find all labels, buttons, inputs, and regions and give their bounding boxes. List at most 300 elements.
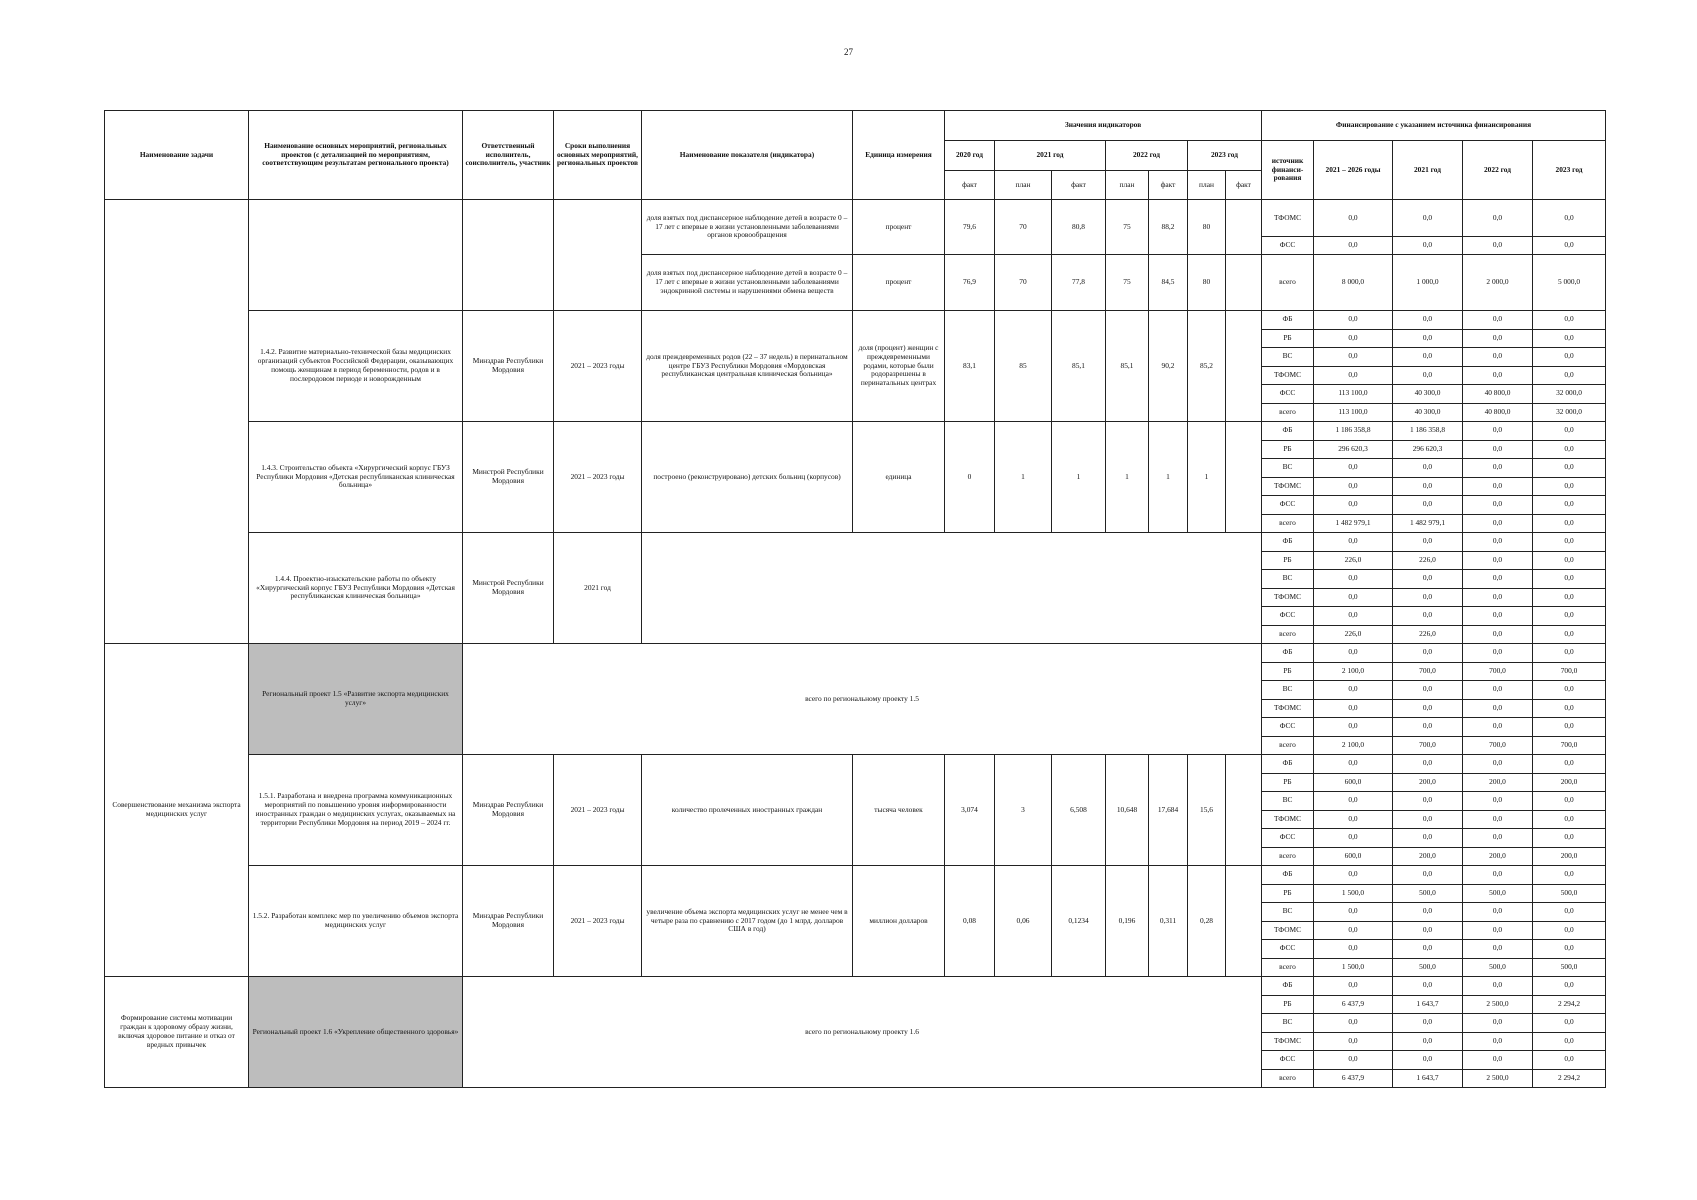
value-2020-fact: 0,08 — [945, 866, 995, 977]
header-financing: Финансирование с указанием источника финансирования — [1262, 111, 1606, 141]
fin-total: 0,0 — [1314, 829, 1393, 848]
fin-total: 0,0 — [1314, 496, 1393, 515]
fin-total: 0,0 — [1314, 533, 1393, 552]
value-2022-plan: 85,1 — [1106, 311, 1149, 422]
term: 2021 – 2023 годы — [554, 311, 642, 422]
header-fin-total: 2021 – 2026 годы — [1314, 141, 1393, 200]
value-2023-fact — [1226, 311, 1262, 422]
fin-source: ФСС — [1262, 1051, 1314, 1070]
fin-2021: 500,0 — [1393, 958, 1463, 977]
regional-project-total: всего по региональному проекту 1.6 — [463, 977, 1262, 1088]
fin-total: 1 186 358,8 — [1314, 422, 1393, 441]
fin-source: РБ — [1262, 662, 1314, 681]
fin-2022: 0,0 — [1463, 422, 1533, 441]
value-2021-plan: 1 — [995, 422, 1052, 533]
header-task: Наименование задачи — [105, 111, 249, 200]
fin-total: 296 620,3 — [1314, 440, 1393, 459]
fin-total: 600,0 — [1314, 773, 1393, 792]
fin-2022: 0,0 — [1463, 237, 1533, 255]
value-2021-fact: 77,8 — [1052, 255, 1106, 311]
fin-2021: 0,0 — [1393, 903, 1463, 922]
value-2020-fact: 76,9 — [945, 255, 995, 311]
fin-source: всего — [1262, 958, 1314, 977]
value-2023-plan: 80 — [1188, 200, 1226, 255]
fin-2021: 700,0 — [1393, 736, 1463, 755]
fin-total: 0,0 — [1314, 903, 1393, 922]
fin-2023: 0,0 — [1533, 718, 1606, 737]
header-year-2023: 2023 год — [1188, 141, 1262, 171]
regional-project-total: всего по региональному проекту 1.5 — [463, 644, 1262, 755]
header-measures: Наименование основных мероприятий, региональных проектов (с детализацией по мероприятиям, соответствующим результатам регионального проекта) — [249, 111, 463, 200]
fin-2022: 0,0 — [1463, 1051, 1533, 1070]
fin-source: ФБ — [1262, 644, 1314, 663]
fin-2022: 0,0 — [1463, 718, 1533, 737]
fin-source: ВС — [1262, 348, 1314, 367]
fin-2022: 0,0 — [1463, 810, 1533, 829]
fin-2023: 0,0 — [1533, 755, 1606, 774]
fin-2023: 0,0 — [1533, 625, 1606, 644]
fin-2023: 200,0 — [1533, 847, 1606, 866]
fin-2021: 0,0 — [1393, 496, 1463, 515]
fin-2021: 700,0 — [1393, 662, 1463, 681]
fin-2023: 0,0 — [1533, 237, 1606, 255]
fin-total: 1 500,0 — [1314, 884, 1393, 903]
table-row — [105, 533, 1606, 552]
fin-2023: 0,0 — [1533, 366, 1606, 385]
value-2022-plan: 10,648 — [1106, 755, 1149, 866]
fin-2023: 0,0 — [1533, 977, 1606, 996]
fin-2022: 0,0 — [1463, 533, 1533, 552]
fin-2023: 0,0 — [1533, 810, 1606, 829]
unit: процент — [853, 200, 945, 255]
header-indicator: Наименование показателя (индикатора) — [642, 111, 853, 200]
fin-2022: 700,0 — [1463, 736, 1533, 755]
header-year-2021: 2021 год — [995, 141, 1106, 171]
fin-2021: 0,0 — [1393, 810, 1463, 829]
unit: тысяча человек — [853, 755, 945, 866]
value-2022-fact: 88,2 — [1149, 200, 1188, 255]
indicator-name: доля преждевременных родов (22 – 37 недель) в перинатальном центре ГБУЗ Республики Мордовия «Мордовская республиканская центральная клиническая больница» — [642, 311, 853, 422]
value-2020-fact: 79,6 — [945, 200, 995, 255]
fin-total: 0,0 — [1314, 699, 1393, 718]
fin-2021: 0,0 — [1393, 699, 1463, 718]
fin-total: 6 437,9 — [1314, 995, 1393, 1014]
fin-total: 0,0 — [1314, 681, 1393, 700]
value-2023-fact — [1226, 200, 1262, 255]
fin-2023: 0,0 — [1533, 1032, 1606, 1051]
fin-source: РБ — [1262, 329, 1314, 348]
header-plan: план — [995, 171, 1052, 200]
fin-2023: 0,0 — [1533, 588, 1606, 607]
fin-2021: 0,0 — [1393, 477, 1463, 496]
fin-total: 0,0 — [1314, 348, 1393, 367]
value-2020-fact: 83,1 — [945, 311, 995, 422]
fin-2023: 0,0 — [1533, 699, 1606, 718]
fin-2021: 1 482 979,1 — [1393, 514, 1463, 533]
unit: доля (процент) женщин с преждевременными родами, которые были родоразрешены в перинатальных центрах — [853, 311, 945, 422]
unit: единица — [853, 422, 945, 533]
fin-source: ВС — [1262, 792, 1314, 811]
value-2023-fact — [1226, 755, 1262, 866]
fin-2021: 1 643,7 — [1393, 995, 1463, 1014]
fin-2023: 0,0 — [1533, 477, 1606, 496]
fin-2023: 0,0 — [1533, 829, 1606, 848]
fin-2021: 0,0 — [1393, 1032, 1463, 1051]
fin-source: РБ — [1262, 440, 1314, 459]
value-2021-plan: 85 — [995, 311, 1052, 422]
value-2023-plan: 15,6 — [1188, 755, 1226, 866]
header-fact: факт — [1052, 171, 1106, 200]
fin-2022: 0,0 — [1463, 459, 1533, 478]
header-fin-2023: 2023 год — [1533, 141, 1606, 200]
indicator-name: количество пролеченных иностранных граждан — [642, 755, 853, 866]
value-2021-plan: 0,06 — [995, 866, 1052, 977]
fin-2023: 0,0 — [1533, 1051, 1606, 1070]
fin-2022: 0,0 — [1463, 699, 1533, 718]
fin-source: ФСС — [1262, 237, 1314, 255]
fin-source: ФБ — [1262, 866, 1314, 885]
fin-2022: 0,0 — [1463, 1032, 1533, 1051]
fin-source: всего — [1262, 403, 1314, 422]
fin-2021: 0,0 — [1393, 1051, 1463, 1070]
header-values: Значения индикаторов — [945, 111, 1262, 141]
fin-2021: 0,0 — [1393, 921, 1463, 940]
value-2021-fact: 85,1 — [1052, 311, 1106, 422]
fin-2022: 0,0 — [1463, 514, 1533, 533]
value-2022-plan: 1 — [1106, 422, 1149, 533]
table-row — [105, 755, 1606, 774]
fin-2022: 0,0 — [1463, 921, 1533, 940]
fin-2022: 0,0 — [1463, 440, 1533, 459]
header-fin-2021: 2021 год — [1393, 141, 1463, 200]
fin-2021: 0,0 — [1393, 348, 1463, 367]
value-2021-plan: 70 — [995, 255, 1052, 311]
fin-total: 0,0 — [1314, 921, 1393, 940]
fin-2023: 0,0 — [1533, 459, 1606, 478]
fin-source: ВС — [1262, 1014, 1314, 1033]
measure-name: 1.5.2. Разработан комплекс мер по увеличению объемов экспорта медицинских услуг — [249, 866, 463, 977]
fin-2022: 500,0 — [1463, 958, 1533, 977]
header-fact: факт — [945, 171, 995, 200]
fin-source: ФСС — [1262, 829, 1314, 848]
executor: Минстрой Республики Мордовия — [463, 422, 554, 533]
header-executor: Ответственный исполнитель, соисполнитель, участник — [463, 111, 554, 200]
fin-2022: 0,0 — [1463, 940, 1533, 959]
value-2020-fact: 3,074 — [945, 755, 995, 866]
fin-source: ФБ — [1262, 422, 1314, 441]
fin-total: 1 482 979,1 — [1314, 514, 1393, 533]
table-row — [105, 200, 1606, 237]
fin-source: ФСС — [1262, 607, 1314, 626]
fin-source: всего — [1262, 514, 1314, 533]
fin-2022: 0,0 — [1463, 681, 1533, 700]
fin-2021: 0,0 — [1393, 607, 1463, 626]
value-2021-fact: 6,508 — [1052, 755, 1106, 866]
header-fact: факт — [1149, 171, 1188, 200]
fin-total: 0,0 — [1314, 940, 1393, 959]
fin-2022: 0,0 — [1463, 311, 1533, 330]
fin-source: ФСС — [1262, 385, 1314, 404]
fin-total: 0,0 — [1314, 810, 1393, 829]
fin-2023: 0,0 — [1533, 551, 1606, 570]
value-2023-plan: 85,2 — [1188, 311, 1226, 422]
fin-source: всего — [1262, 1069, 1314, 1088]
page-number: 27 — [844, 47, 853, 57]
term: 2021 год — [554, 533, 642, 644]
fin-2021: 0,0 — [1393, 366, 1463, 385]
fin-2021: 0,0 — [1393, 311, 1463, 330]
fin-2021: 0,0 — [1393, 459, 1463, 478]
value-2023-plan: 0,28 — [1188, 866, 1226, 977]
fin-2021: 0,0 — [1393, 570, 1463, 589]
header-year-2022: 2022 год — [1106, 141, 1188, 171]
fin-source: всего — [1262, 736, 1314, 755]
fin-2022: 0,0 — [1463, 1014, 1533, 1033]
indicator-name: построено (реконструировано) детских больниц (корпусов) — [642, 422, 853, 533]
fin-2022: 0,0 — [1463, 755, 1533, 774]
fin-source: ТФОМС — [1262, 1032, 1314, 1051]
fin-source: ТФОМС — [1262, 699, 1314, 718]
fin-total: 0,0 — [1314, 1032, 1393, 1051]
value-2021-fact: 0,1234 — [1052, 866, 1106, 977]
fin-2022: 0,0 — [1463, 477, 1533, 496]
fin-source: РБ — [1262, 551, 1314, 570]
value-2023-fact — [1226, 255, 1262, 311]
fin-total: 0,0 — [1314, 200, 1393, 237]
fin-total: 0,0 — [1314, 718, 1393, 737]
unit: миллион долларов — [853, 866, 945, 977]
fin-2023: 0,0 — [1533, 311, 1606, 330]
fin-2022: 2 500,0 — [1463, 995, 1533, 1014]
fin-2022: 0,0 — [1463, 829, 1533, 848]
fin-total: 0,0 — [1314, 866, 1393, 885]
fin-source: ВС — [1262, 570, 1314, 589]
fin-2023: 0,0 — [1533, 496, 1606, 515]
fin-2021: 0,0 — [1393, 977, 1463, 996]
fin-source: ТФОМС — [1262, 810, 1314, 829]
measure-name: 1.5.1. Разработана и внедрена программа коммуникационных мероприятий по повышению уровня информированности иностранных граждан о медицинских услугах, оказываемых на территории Республики Мордовия на период 2019 – 2024 гг. — [249, 755, 463, 866]
table-row — [105, 311, 1606, 330]
fin-total: 226,0 — [1314, 625, 1393, 644]
measure-name: 1.4.2. Развитие материально-технической базы медицинских организаций субъектов Российской Федерации, оказывающих помощь женщинам в период беременности, родов и в послеродовом периоде и новорожденным — [249, 311, 463, 422]
fin-total: 8 000,0 — [1314, 255, 1393, 311]
fin-2021: 200,0 — [1393, 773, 1463, 792]
fin-2022: 700,0 — [1463, 662, 1533, 681]
table-row — [105, 422, 1606, 441]
fin-2022: 0,0 — [1463, 200, 1533, 237]
task-name: Формирование системы мотивации граждан к здоровому образу жизни, включая здоровое питание и отказ от вредных привычек — [105, 977, 249, 1088]
fin-source: ФСС — [1262, 940, 1314, 959]
fin-2023: 0,0 — [1533, 644, 1606, 663]
fin-2021: 226,0 — [1393, 625, 1463, 644]
fin-source: всего — [1262, 255, 1314, 311]
fin-total: 600,0 — [1314, 847, 1393, 866]
value-2022-fact: 17,684 — [1149, 755, 1188, 866]
fin-2022: 200,0 — [1463, 847, 1533, 866]
fin-total: 0,0 — [1314, 607, 1393, 626]
task-name: Совершенствование механизма экспорта медицинских услуг — [105, 644, 249, 977]
value-2021-fact: 1 — [1052, 422, 1106, 533]
fin-2023: 2 294,2 — [1533, 995, 1606, 1014]
fin-2022: 2 500,0 — [1463, 1069, 1533, 1088]
table-row — [105, 644, 1606, 663]
fin-total: 113 100,0 — [1314, 385, 1393, 404]
fin-2022: 40 800,0 — [1463, 385, 1533, 404]
regional-project-name: Региональный проект 1.6 «Укрепление общественного здоровья» — [249, 977, 463, 1088]
measure-name: 1.4.3. Строительство объекта «Хирургический корпус ГБУЗ Республики Мордовия «Детская республиканская клиническая больница» — [249, 422, 463, 533]
fin-source: ВС — [1262, 681, 1314, 700]
header-plan: план — [1106, 171, 1149, 200]
value-2021-plan: 70 — [995, 200, 1052, 255]
fin-2022: 0,0 — [1463, 348, 1533, 367]
fin-2021: 0,0 — [1393, 792, 1463, 811]
fin-2023: 700,0 — [1533, 736, 1606, 755]
fin-2022: 0,0 — [1463, 903, 1533, 922]
fin-total: 0,0 — [1314, 311, 1393, 330]
fin-total: 113 100,0 — [1314, 403, 1393, 422]
fin-source: ТФОМС — [1262, 477, 1314, 496]
fin-total: 1 500,0 — [1314, 958, 1393, 977]
executor: Минздрав Республики Мордовия — [463, 755, 554, 866]
header-year-2020: 2020 год — [945, 141, 995, 171]
value-2023-fact — [1226, 866, 1262, 977]
term: 2021 – 2023 годы — [554, 866, 642, 977]
fin-total: 6 437,9 — [1314, 1069, 1393, 1088]
indicator-name: доля взятых под диспансерное наблюдение детей в возрасте 0 – 17 лет с впервые в жизни установленными заболеваниями эндокринной системы и нарушениями обмена веществ — [642, 255, 853, 311]
value-2020-fact: 0 — [945, 422, 995, 533]
value-2021-plan: 3 — [995, 755, 1052, 866]
value-2022-plan: 75 — [1106, 200, 1149, 255]
unit: процент — [853, 255, 945, 311]
fin-2023: 2 294,2 — [1533, 1069, 1606, 1088]
fin-source: всего — [1262, 847, 1314, 866]
value-2022-fact: 90,2 — [1149, 311, 1188, 422]
fin-2021: 0,0 — [1393, 237, 1463, 255]
fin-2022: 0,0 — [1463, 551, 1533, 570]
fin-2023: 0,0 — [1533, 903, 1606, 922]
fin-total: 0,0 — [1314, 329, 1393, 348]
table-row — [105, 866, 1606, 885]
fin-2023: 0,0 — [1533, 329, 1606, 348]
fin-2023: 0,0 — [1533, 940, 1606, 959]
fin-source: ТФОМС — [1262, 921, 1314, 940]
fin-2021: 40 300,0 — [1393, 385, 1463, 404]
fin-2023: 0,0 — [1533, 921, 1606, 940]
indicator-name: увеличение объема экспорта медицинских услуг не менее чем в четыре раза по сравнению с 2017 годом (до 1 млрд. долларов США в год) — [642, 866, 853, 977]
program-table — [104, 110, 1606, 1088]
fin-2023: 0,0 — [1533, 348, 1606, 367]
fin-2021: 0,0 — [1393, 200, 1463, 237]
fin-total: 0,0 — [1314, 588, 1393, 607]
fin-2021: 200,0 — [1393, 847, 1463, 866]
fin-total: 0,0 — [1314, 477, 1393, 496]
fin-source: ФБ — [1262, 311, 1314, 330]
value-2022-fact: 0,311 — [1149, 866, 1188, 977]
fin-2023: 32 000,0 — [1533, 385, 1606, 404]
fin-source: ФБ — [1262, 755, 1314, 774]
fin-2022: 500,0 — [1463, 884, 1533, 903]
table-row — [105, 977, 1606, 996]
fin-2023: 0,0 — [1533, 533, 1606, 552]
value-2023-fact — [1226, 422, 1262, 533]
fin-2022: 0,0 — [1463, 625, 1533, 644]
fin-source: РБ — [1262, 773, 1314, 792]
fin-2023: 5 000,0 — [1533, 255, 1606, 311]
fin-2023: 32 000,0 — [1533, 403, 1606, 422]
fin-2022: 0,0 — [1463, 644, 1533, 663]
fin-source: РБ — [1262, 995, 1314, 1014]
fin-2021: 1 643,7 — [1393, 1069, 1463, 1088]
value-2021-fact: 80,8 — [1052, 200, 1106, 255]
fin-2022: 2 000,0 — [1463, 255, 1533, 311]
fin-total: 226,0 — [1314, 551, 1393, 570]
value-2023-plan: 1 — [1188, 422, 1226, 533]
value-2022-fact: 1 — [1149, 422, 1188, 533]
term: 2021 – 2023 годы — [554, 422, 642, 533]
fin-2022: 0,0 — [1463, 792, 1533, 811]
fin-2023: 700,0 — [1533, 662, 1606, 681]
fin-2021: 0,0 — [1393, 866, 1463, 885]
regional-project-name: Региональный проект 1.5 «Развитие экспорта медицинских услуг» — [249, 644, 463, 755]
fin-source: ТФОМС — [1262, 200, 1314, 237]
executor: Минздрав Республики Мордовия — [463, 866, 554, 977]
fin-source: ФСС — [1262, 496, 1314, 515]
fin-source: всего — [1262, 625, 1314, 644]
header-terms: Сроки выполнения основных мероприятий, региональных проектов — [554, 111, 642, 200]
value-2022-plan: 0,196 — [1106, 866, 1149, 977]
fin-2021: 500,0 — [1393, 884, 1463, 903]
fin-2023: 0,0 — [1533, 607, 1606, 626]
fin-2023: 200,0 — [1533, 773, 1606, 792]
fin-2022: 0,0 — [1463, 496, 1533, 515]
fin-source: ФСС — [1262, 718, 1314, 737]
fin-2023: 500,0 — [1533, 884, 1606, 903]
value-2023-plan: 80 — [1188, 255, 1226, 311]
fin-2023: 0,0 — [1533, 681, 1606, 700]
fin-2021: 296 620,3 — [1393, 440, 1463, 459]
fin-2022: 200,0 — [1463, 773, 1533, 792]
fin-2022: 0,0 — [1463, 588, 1533, 607]
fin-2023: 0,0 — [1533, 866, 1606, 885]
fin-total: 0,0 — [1314, 570, 1393, 589]
fin-total: 0,0 — [1314, 459, 1393, 478]
header-fact: факт — [1226, 171, 1262, 200]
fin-2023: 500,0 — [1533, 958, 1606, 977]
value-2022-plan: 75 — [1106, 255, 1149, 311]
fin-2022: 40 800,0 — [1463, 403, 1533, 422]
fin-2023: 0,0 — [1533, 1014, 1606, 1033]
header-plan: план — [1188, 171, 1226, 200]
fin-2021: 0,0 — [1393, 644, 1463, 663]
fin-total: 0,0 — [1314, 977, 1393, 996]
header-fin-2022: 2022 год — [1463, 141, 1533, 200]
fin-source: ВС — [1262, 903, 1314, 922]
fin-2023: 0,0 — [1533, 570, 1606, 589]
fin-total: 2 100,0 — [1314, 736, 1393, 755]
fin-total: 0,0 — [1314, 366, 1393, 385]
fin-total: 0,0 — [1314, 1051, 1393, 1070]
fin-2022: 0,0 — [1463, 977, 1533, 996]
term: 2021 – 2023 годы — [554, 755, 642, 866]
executor: Минстрой Республики Мордовия — [463, 533, 554, 644]
fin-2021: 1 000,0 — [1393, 255, 1463, 311]
fin-2021: 0,0 — [1393, 329, 1463, 348]
header-source: источник финанси-рования — [1262, 141, 1314, 200]
fin-2021: 0,0 — [1393, 829, 1463, 848]
fin-total: 0,0 — [1314, 237, 1393, 255]
fin-2021: 0,0 — [1393, 681, 1463, 700]
indicator-name: доля взятых под диспансерное наблюдение детей в возрасте 0 – 17 лет с впервые в жизни установленными заболеваниями органов кровообращения — [642, 200, 853, 255]
